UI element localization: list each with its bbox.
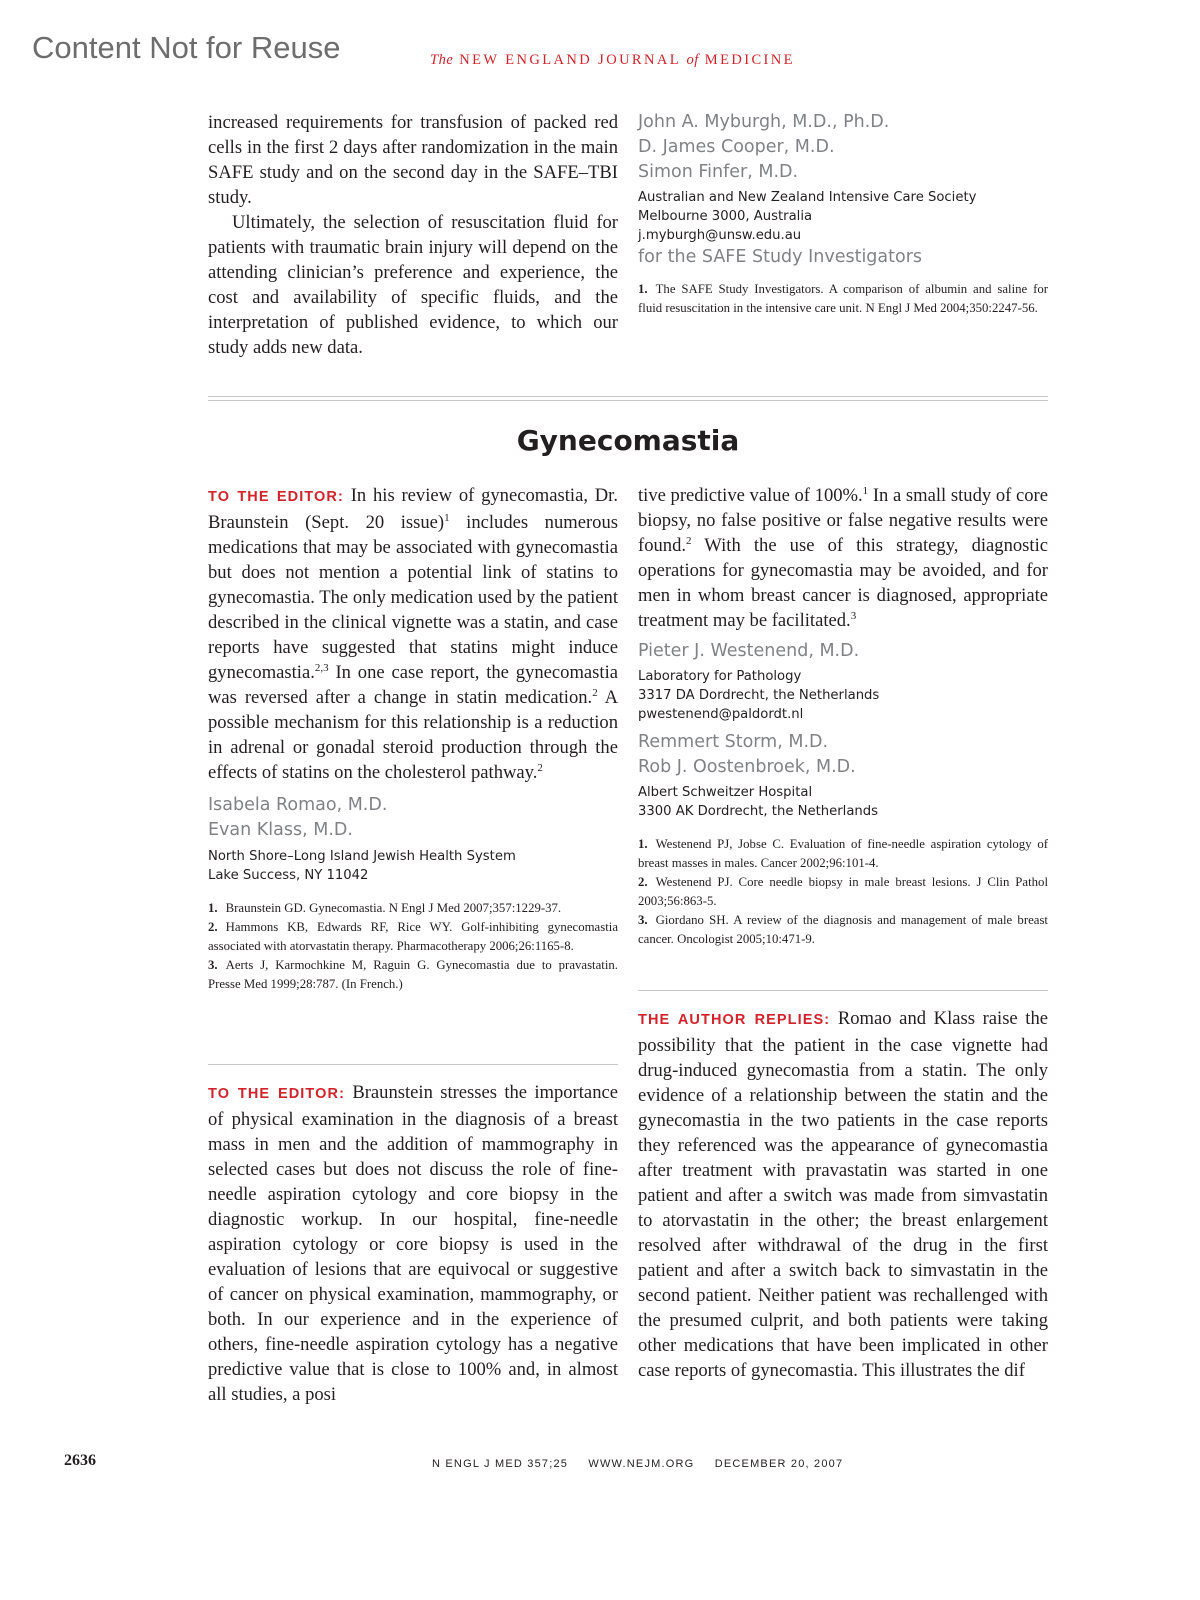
letter-2-body: TO THE EDITOR: Braunstein stresses the importance of physical examination in the diagnosis of a breast mass in men and the addition of mammography in selected cases but does not discuss the role of fine-needle aspiration cytology and core biopsy in the diagnostic workup. In our hospital, fine-needle aspiration cytology or core biopsy is used in the evaluation of lesions that are equivocal or suggestive of cancer on physical examination, mammography, or both. In our experience and in the experience of others, fine-needle aspiration cytology has a negative predictive value that is close to 100% and, in almost all studies, a posi	[208, 1082, 618, 1405]
reference-item: 3. Aerts J, Karmochkine M, Raguin G. Gynecomastia due to pravastatin. Presse Med 1999;28:787. (In French.)	[208, 958, 618, 991]
affiliation-line: Lake Success, NY 11042	[208, 868, 369, 883]
author-reply	[638, 1006, 1048, 1383]
reference-item: 1. Braunstein GD. Gynecomastia. N Engl J Med 2007;357:1229-37.	[208, 901, 562, 915]
affiliation-line: Melbourne 3000, Australia	[638, 209, 813, 224]
author-name: Pieter J. Westenend, M.D.	[638, 641, 860, 661]
reference-list	[638, 280, 1048, 318]
author-name: John A. Myburgh, M.D., Ph.D.	[638, 112, 890, 132]
affiliation-line: Laboratory for Pathology	[638, 669, 802, 684]
reference-item: 1. Westenend PJ, Jobse C. Evaluation of fine-needle aspiration cytology of breast masses in males. Cancer 2002;96:101-4.	[638, 837, 1048, 870]
footer-site[interactable]: WWW.NEJM.ORG	[588, 1458, 695, 1470]
page-number: 2636	[64, 1452, 96, 1469]
reference-list	[638, 835, 1048, 949]
prev-letter-paragraph-2: Ultimately, the selection of resuscitation fluid for patients with traumatic brain injury will depend on the attending clinician’s preference and experience, the cost and availability of specific fluids, and the interpretation of published evidence, to which our study adds new data.	[208, 212, 618, 358]
watermark: Content Not for Reuse	[32, 30, 341, 65]
prev-letter-signature	[638, 110, 1048, 318]
running-head	[430, 52, 850, 69]
section-divider	[208, 396, 1048, 397]
author-name: D. James Cooper, M.D.	[638, 137, 835, 157]
prev-letter-text	[208, 110, 618, 360]
section-divider	[208, 400, 1048, 401]
affiliation-line: Albert Schweitzer Hospital	[638, 785, 813, 800]
footer-date: DECEMBER 20, 2007	[714, 1458, 844, 1470]
author-name: Evan Klass, M.D.	[208, 820, 353, 840]
running-head-post: MEDICINE	[698, 52, 795, 68]
letter-1	[208, 483, 618, 994]
reference-item: 2. Westenend PJ. Core needle biopsy in male breast lesions. J Clin Pathol 2003;56:863-5.	[638, 875, 1048, 908]
author-name: Rob J. Oostenbroek, M.D.	[638, 757, 856, 777]
affiliation-line: 3317 DA Dordrecht, the Netherlands	[638, 688, 880, 703]
lead-in: TO THE EDITOR:	[208, 1086, 346, 1102]
on-behalf-line: for the SAFE Study Investigators	[638, 247, 923, 267]
author-email[interactable]: pwestenend@paldordt.nl	[638, 707, 804, 722]
running-head-mid: NEW ENGLAND JOURNAL	[453, 52, 687, 68]
footer-citation	[432, 1458, 859, 1470]
letter-2-body-continued: tive predictive value of 100%.$^1$ In a small study of core biopsy, no false positive or false negative results were found.$^2$ With the use of this strategy, diagnostic operations for gynecomastia may be avoided, and for men in whom breast cancer is diagnosed, appropriate treatment may be facilitated.$^3$	[638, 484, 1048, 631]
prev-letter-paragraph-1: increased requirements for transfusion of packed red cells in the first 2 days after randomization in the main SAFE study and on the second day in the SAFE–TBI study.	[208, 112, 618, 208]
author-name: Simon Finfer, M.D.	[638, 162, 799, 182]
reference-item: 1. The SAFE Study Investigators. A comparison of albumin and saline for fluid resuscitation in the intensive care unit. N Engl J Med 2004;350:2247-56.	[638, 282, 1048, 315]
affiliation-line: North Shore–Long Island Jewish Health System	[208, 849, 516, 864]
footer-journal: N ENGL J MED 357;25	[432, 1458, 569, 1470]
reference-item: 3. Giordano SH. A review of the diagnosis and management of male breast cancer. Oncologist 2005;10:471-9.	[638, 913, 1048, 946]
running-head-the: The	[430, 52, 454, 68]
reference-item: 2. Hammons KB, Edwards RF, Rice WY. Golf-inhibiting gynecomastia associated with atorvastatin therapy. Pharmacotherapy 2006;26:1165-8.	[208, 920, 618, 953]
lead-in: THE AUTHOR REPLIES:	[638, 1012, 831, 1028]
author-name: Isabela Romao, M.D.	[208, 795, 388, 815]
affiliation-line: Australian and New Zealand Intensive Care Society	[638, 190, 977, 205]
letter-2-continued	[638, 483, 1048, 949]
lead-in: TO THE EDITOR:	[208, 489, 344, 505]
author-reply-body: THE AUTHOR REPLIES: Romao and Klass raise the possibility that the patient in the case vignette had drug-induced gynecomastia from a statin. The only evidence of a relationship between the statin and the gynecomastia in the two patients in the case reports they referenced was the appearance of gynecomastia after treatment with pravastatin was started in one patient and after a switch was made from simvastatin to atorvastatin in the other; the breast enlargement resolved after withdrawal of the drug in the first patient and after a switch back to simvastatin in the second patient. Neither patient was rechallenged with the presumed culprit, and both patients were taking other medications that have been implicated in other case reports of gynecomastia. This illustrates the dif	[638, 1008, 1049, 1381]
running-head-of: of	[686, 52, 699, 68]
author-email[interactable]: j.myburgh@unsw.edu.au	[638, 228, 802, 243]
reference-list	[208, 899, 618, 994]
author-name: Remmert Storm, M.D.	[638, 732, 829, 752]
letter-divider	[638, 990, 1048, 991]
letter-divider	[208, 1064, 618, 1065]
affiliation-line: 3300 AK Dordrecht, the Netherlands	[638, 804, 879, 819]
letter-2-start	[208, 1080, 618, 1407]
section-title: Gynecomastia	[516, 424, 740, 457]
letter-1-body: TO THE EDITOR: In his review of gynecomastia, Dr. Braunstein (Sept. 20 issue)$^1$ includes numerous medications that may be associated with gynecomastia but does not mention a potential link of statins to gynecomastia. The only medication used by the patient described in the clinical vignette was a statin, and case reports have suggested that statins might induce gynecomastia.$^{2,3}$ In one case report, the gynecomastia was reversed after a change in statin medication.$^2$ A possible mechanism for this relationship is a reduction in adrenal or gonadal steroid production through the effects of statins on the cholesterol pathway.$^2$	[208, 485, 618, 783]
